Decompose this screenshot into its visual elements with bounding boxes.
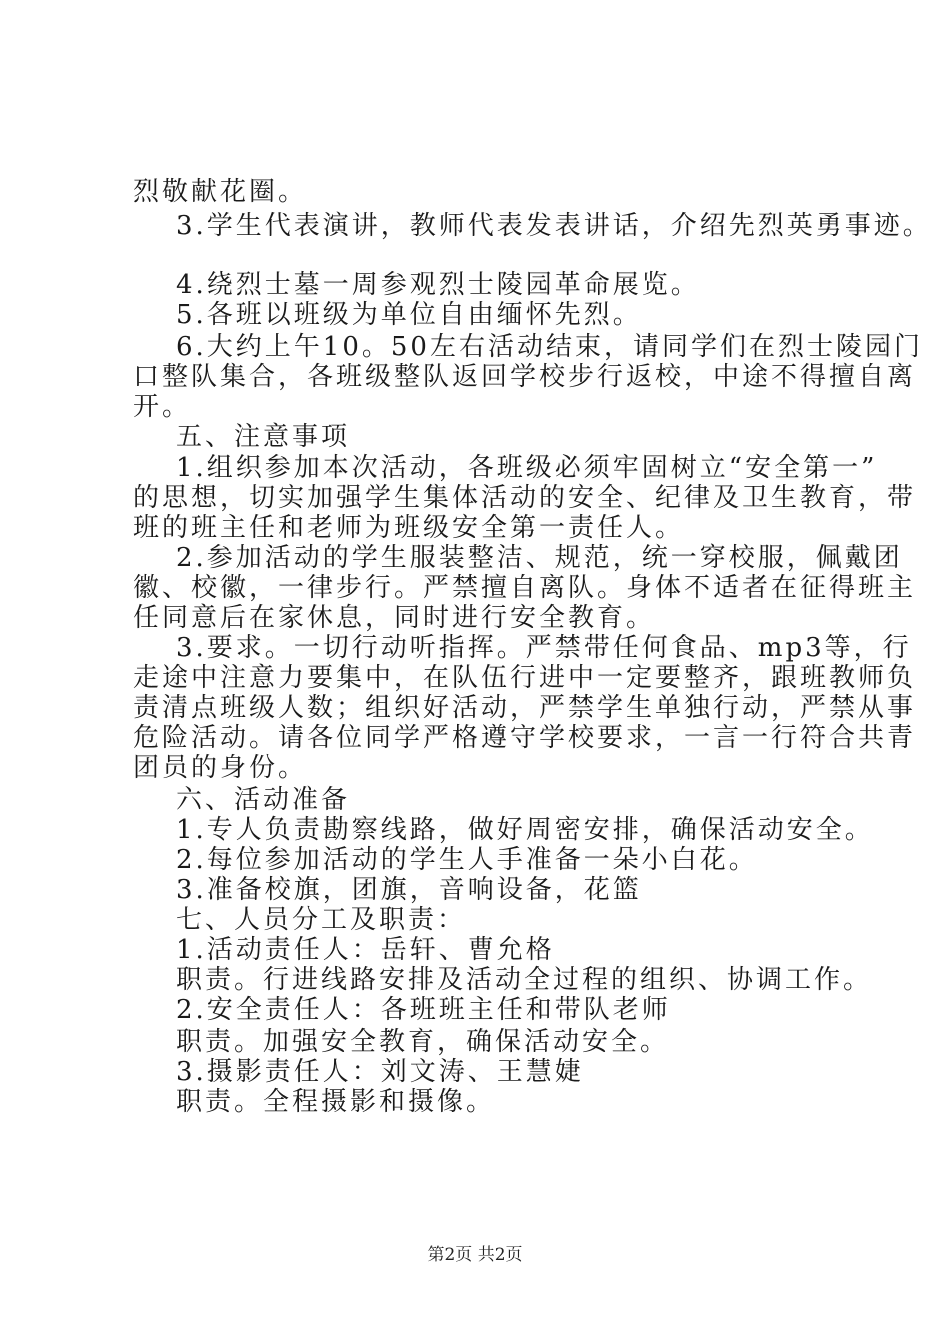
doc-line: 2.安全责任人：各班班主任和带队老师	[176, 995, 671, 1025]
section-heading: 六、活动准备	[176, 785, 351, 815]
doc-line: 5.各班以班级为单位自由缅怀先烈。	[176, 300, 642, 330]
doc-line: 2.每位参加活动的学生人手准备一朵小白花。	[176, 845, 758, 875]
doc-line: 1.活动责任人：岳轩、曹允格	[176, 935, 555, 965]
doc-line: 3.要求。一切行动听指挥。严禁带任何食品、mp3等，行	[176, 633, 912, 663]
doc-line: 1.专人负责勘察线路，做好周密安排，确保活动安全。	[176, 815, 874, 845]
doc-line: 团员的身份。	[133, 753, 308, 783]
doc-line: 危险活动。请各位同学严格遵守学校要求，一言一行符合共青	[133, 723, 917, 753]
doc-line: 3.摄影责任人：刘文涛、王慧婕	[176, 1057, 584, 1087]
doc-line: 2.参加活动的学生服装整洁、规范，统一穿校服，佩戴团	[176, 543, 903, 573]
doc-line: 3.准备校旗，团旗，音响设备，花篮	[176, 875, 642, 905]
section-heading: 五、注意事项	[176, 422, 351, 452]
doc-line: 走途中注意力要集中，在队伍行进中一定要整齐，跟班教师负	[133, 663, 917, 693]
doc-line: 3.学生代表演讲，教师代表发表讲话，介绍先烈英勇事迹。	[176, 211, 932, 241]
doc-line: 责清点班级人数；组织好活动，严禁学生单独行动，严禁从事	[133, 693, 917, 723]
doc-line: 徽、校徽，一律步行。严禁擅自离队。身体不适者在征得班主	[133, 573, 917, 603]
doc-line: 任同意后在家休息，同时进行安全教育。	[133, 603, 656, 633]
section-heading: 七、人员分工及职责：	[176, 905, 467, 935]
doc-line: 职责。加强安全教育，确保活动安全。	[176, 1027, 670, 1057]
doc-line: 1.组织参加本次活动，各班级必须牢固树立“安全第一”	[176, 453, 878, 483]
doc-line: 班的班主任和老师为班级安全第一责任人。	[133, 513, 685, 543]
doc-line: 烈敬献花圈。	[133, 177, 308, 207]
doc-line: 职责。行进线路安排及活动全过程的组织、协调工作。	[176, 965, 873, 995]
doc-line: 开。	[133, 392, 192, 422]
doc-line: 职责。全程摄影和摄像。	[176, 1087, 496, 1117]
doc-line: 4.绕烈士墓一周参观烈士陵园革命展览。	[176, 270, 700, 300]
doc-line: 6.大约上午10。50左右活动结束，请同学们在烈士陵园门	[176, 332, 923, 362]
page-number: 第2页 共2页	[427, 1245, 523, 1265]
doc-line: 口整队集合，各班级整队返回学校步行返校，中途不得擅自离	[133, 362, 917, 392]
doc-line: 的思想，切实加强学生集体活动的安全、纪律及卫生教育，带	[133, 483, 917, 513]
